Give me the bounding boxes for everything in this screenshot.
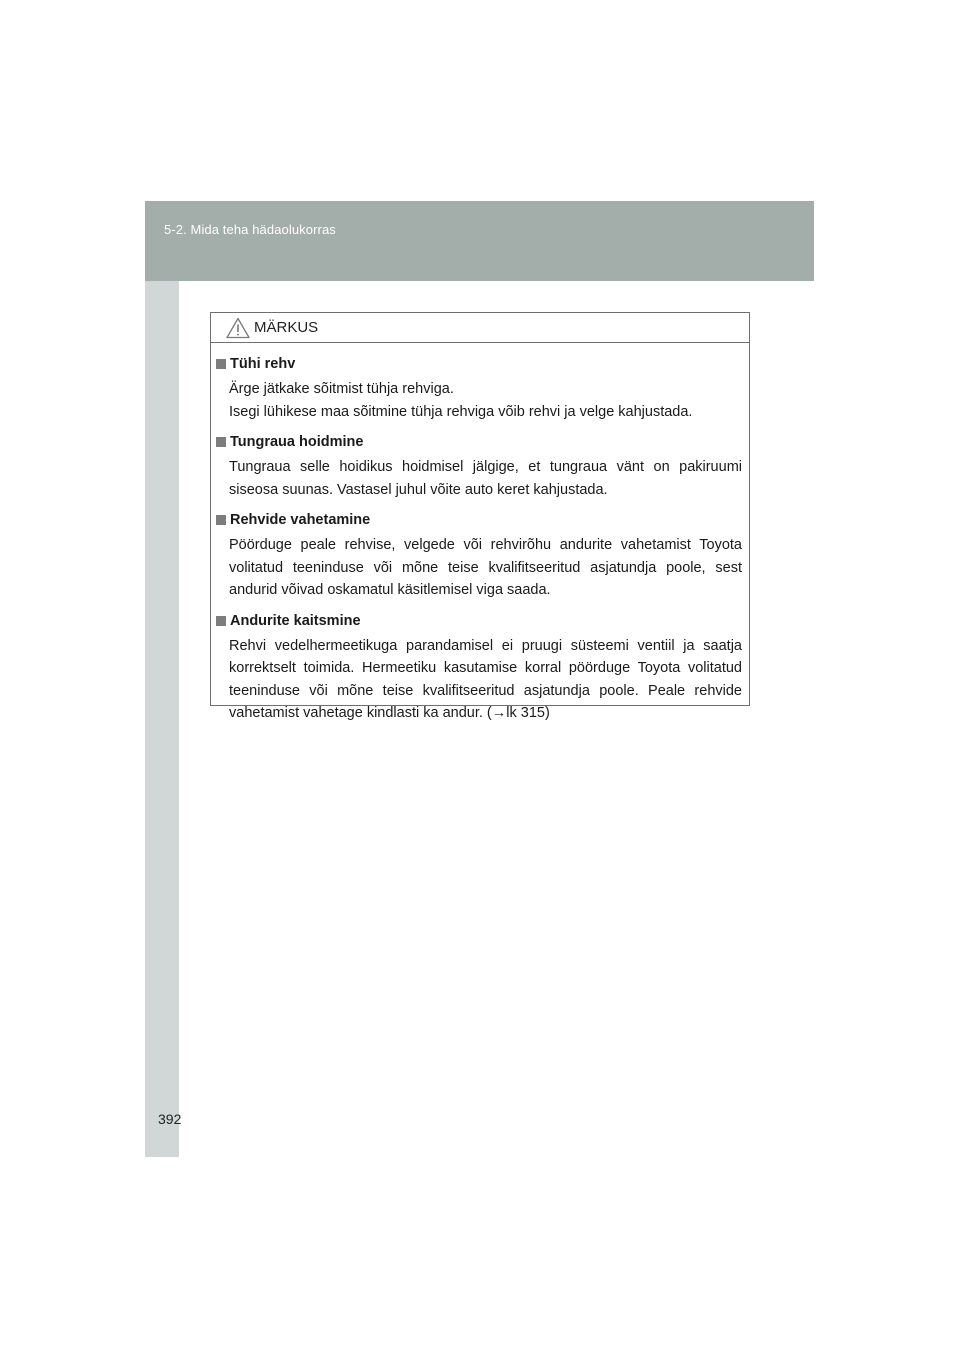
notice-item (215, 431, 742, 501)
notice-item-text: Rehvi vedelhermeetikuga parandamisel ei pruugi süsteemi ventiil ja saatja korrektselt toimida. Hermeetiku kasutamise korral pöörduge Toyota volitatud teeninduse või mõne teise kvalifitseeritud asjatundja poole. Peale rehvide vahetamist vahetage kindlasti ka andur. (→lk 315) (229, 637, 742, 721)
square-bullet-icon (216, 437, 226, 447)
notice-item (215, 353, 742, 423)
square-bullet-icon (216, 616, 226, 626)
side-strip (145, 281, 182, 1157)
header-band (145, 201, 814, 281)
notice-item-title: Andurite kaitsmine (215, 610, 742, 632)
notice-label: MÄRKUS (254, 319, 319, 336)
notice-item-title: Tungraua hoidmine (215, 431, 742, 453)
square-bullet-icon (216, 359, 226, 369)
notice-box (210, 312, 750, 721)
square-bullet-icon (216, 515, 226, 525)
notice-item (215, 509, 742, 602)
notice-item-title: Rehvide vahetamine (215, 509, 742, 531)
page-number: 392 (158, 1111, 182, 1127)
notice-item (215, 610, 742, 725)
notice-item-title: Tühi rehv (215, 353, 742, 375)
warning-icon (226, 317, 250, 339)
notice-item-text: Pöörduge peale rehvise, velgede või rehvirõhu andurite vahetamist Toyota volitatud teeninduse või mõne teise kvalifitseeritud asjatundja poole, sest andurid võivad oskamatul käsitlemisel viga saada. (229, 537, 742, 598)
notice-item-text: Tungraua selle hoidikus hoidmisel jälgige, et tungraua vänt on pakiruumi siseosa suunas. Vastasel juhul võite auto keret kahjustada. (229, 459, 742, 498)
section-title: 5-2. Mida teha hädaolukorras (164, 222, 336, 237)
notice-header (211, 313, 749, 343)
notice-item-text: Ärge jätkake sõitmist tühja rehviga. Isegi lühikese maa sõitmine tühja rehviga võib rehvi ja velge kahjustada. (229, 381, 693, 420)
notice-body (211, 343, 749, 725)
